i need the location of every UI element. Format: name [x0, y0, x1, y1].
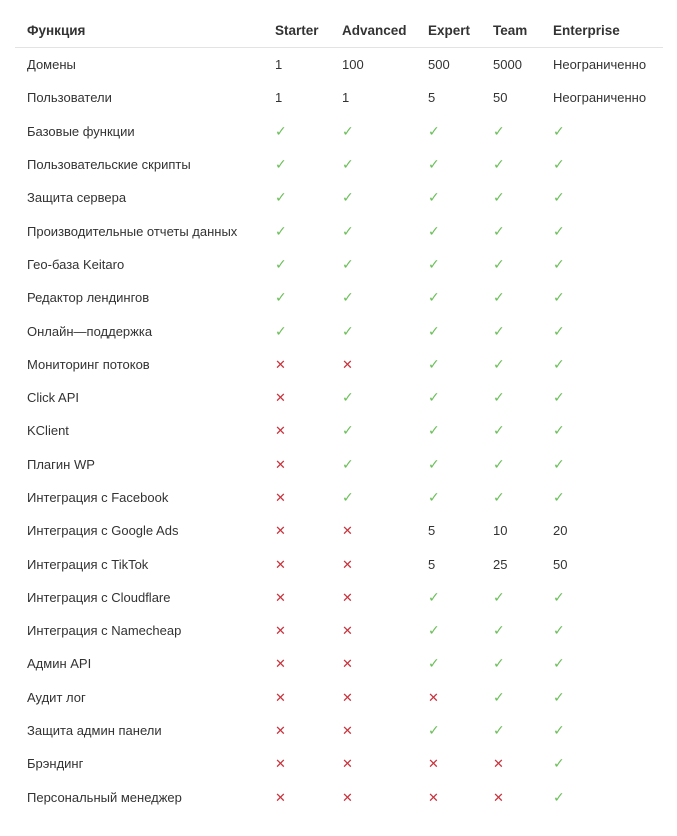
feature-name: KClient [27, 423, 69, 439]
cross-icon: ✕ [342, 756, 353, 772]
feature-name: Интеграция с Cloudflare [27, 589, 171, 605]
cell-enterprise [541, 581, 663, 614]
table-row [15, 481, 663, 514]
cell-expert [416, 148, 481, 181]
cell-starter [263, 481, 330, 514]
cross-icon: ✕ [275, 789, 286, 805]
plan-comparison-table [15, 14, 663, 814]
cell-expert [416, 181, 481, 214]
cell-team [481, 214, 541, 247]
check-icon: ✓ [493, 156, 505, 173]
cell-value: 5000 [493, 57, 522, 73]
cell-advanced [330, 681, 416, 714]
feature-name: Пользователи [27, 90, 112, 106]
cell-expert [416, 747, 481, 780]
cell-advanced [330, 514, 416, 547]
feature-name: Пользовательские скрипты [27, 157, 191, 173]
cell-enterprise [541, 647, 663, 680]
check-icon: ✓ [275, 122, 287, 139]
cell-advanced [330, 148, 416, 181]
check-icon: ✓ [553, 588, 565, 605]
check-icon: ✓ [428, 655, 440, 672]
cell-starter [263, 414, 330, 447]
cross-icon: ✕ [275, 723, 286, 739]
check-icon: ✓ [553, 355, 565, 372]
check-icon: ✓ [553, 622, 565, 639]
cell-team [481, 747, 541, 780]
check-icon: ✓ [342, 389, 354, 406]
cell-team [481, 781, 541, 814]
check-icon: ✓ [428, 156, 440, 173]
cell-advanced [330, 414, 416, 447]
cross-icon: ✕ [275, 456, 286, 472]
cell-team [481, 514, 541, 547]
feature-name: Базовые функции [27, 123, 135, 139]
cell-expert [416, 647, 481, 680]
cell-expert [416, 314, 481, 347]
table-row [15, 348, 663, 381]
cell-team [481, 481, 541, 514]
cell-team [481, 614, 541, 647]
check-icon: ✓ [342, 122, 354, 139]
cell-team [481, 314, 541, 347]
feature-name: Защита сервера [27, 190, 127, 206]
cell-starter [263, 381, 330, 414]
table-row [15, 614, 663, 647]
cell-team [481, 647, 541, 680]
check-icon: ✓ [493, 289, 505, 306]
cell-enterprise [541, 514, 663, 547]
feature-name: Редактор лендингов [27, 290, 150, 306]
cell-expert [416, 414, 481, 447]
cell-value: 10 [493, 523, 508, 539]
table-row [15, 414, 663, 447]
cell-enterprise [541, 81, 663, 114]
table-body [15, 48, 663, 814]
check-icon: ✓ [553, 322, 565, 339]
cell-expert [416, 481, 481, 514]
header-enterprise: Enterprise [541, 14, 663, 48]
check-icon: ✓ [428, 255, 440, 272]
cell-expert [416, 681, 481, 714]
cell-expert [416, 348, 481, 381]
cell-starter [263, 148, 330, 181]
cell-team [481, 81, 541, 114]
cell-starter [263, 747, 330, 780]
check-icon: ✓ [275, 156, 287, 173]
cell-enterprise [541, 681, 663, 714]
check-icon: ✓ [553, 289, 565, 306]
cell-enterprise [541, 714, 663, 747]
table-row [15, 115, 663, 148]
table-row [15, 81, 663, 114]
check-icon: ✓ [493, 688, 505, 705]
check-icon: ✓ [553, 489, 565, 505]
check-icon: ✓ [428, 222, 440, 239]
check-icon: ✓ [342, 255, 354, 272]
cell-advanced [330, 48, 416, 82]
cell-starter [263, 514, 330, 547]
cell-advanced [330, 348, 416, 381]
cell-value: Неограниченно [553, 57, 647, 73]
feature-name: Мониторинг потоков [27, 356, 150, 372]
cell-value: 100 [342, 57, 364, 73]
cross-icon: ✕ [342, 589, 353, 605]
cross-icon: ✕ [275, 423, 286, 439]
cell-value: 5 [428, 523, 436, 539]
cell-expert [416, 614, 481, 647]
check-icon: ✓ [493, 322, 505, 339]
cross-icon: ✕ [275, 523, 286, 539]
table-row [15, 181, 663, 214]
cell-value: 20 [553, 523, 568, 539]
header-starter: Starter [263, 14, 330, 48]
cell-expert [416, 115, 481, 148]
cross-icon: ✕ [275, 656, 286, 672]
check-icon: ✓ [342, 289, 354, 306]
check-icon: ✓ [428, 355, 440, 372]
check-icon: ✓ [428, 289, 440, 306]
table-row [15, 48, 663, 82]
cell-enterprise [541, 448, 663, 481]
check-icon: ✓ [275, 189, 287, 206]
cell-expert [416, 581, 481, 614]
cell-team [481, 348, 541, 381]
table-header [15, 14, 663, 48]
cell-value: Неограниченно [553, 90, 647, 106]
header-feature: Функция [15, 14, 263, 48]
cell-advanced [330, 647, 416, 680]
cell-value: 5 [428, 556, 436, 572]
table-row [15, 581, 663, 614]
table-row [15, 314, 663, 347]
check-icon: ✓ [553, 122, 565, 139]
table-row [15, 681, 663, 714]
cell-advanced [330, 281, 416, 314]
cross-icon: ✕ [342, 723, 353, 739]
cell-enterprise [541, 481, 663, 514]
cell-enterprise [541, 547, 663, 580]
feature-name: Производительные отчеты данных [27, 223, 238, 239]
check-icon: ✓ [342, 322, 354, 339]
cross-icon: ✕ [275, 589, 286, 605]
feature-name: Интеграция с TikTok [27, 556, 149, 572]
cell-enterprise [541, 348, 663, 381]
cell-starter [263, 681, 330, 714]
feature-name: Интеграция с Namecheap [27, 623, 182, 639]
check-icon: ✓ [493, 588, 505, 605]
cell-starter [263, 115, 330, 148]
cross-icon: ✕ [342, 523, 353, 539]
check-icon: ✓ [342, 455, 354, 472]
cell-advanced [330, 781, 416, 814]
table-row [15, 448, 663, 481]
cell-enterprise [541, 115, 663, 148]
table-row [15, 214, 663, 247]
cell-expert [416, 514, 481, 547]
cell-team [481, 381, 541, 414]
table-row [15, 714, 663, 747]
cell-team [481, 681, 541, 714]
cell-expert [416, 214, 481, 247]
cell-team [481, 48, 541, 82]
check-icon: ✓ [493, 489, 505, 505]
check-icon: ✓ [553, 688, 565, 705]
cell-enterprise [541, 747, 663, 780]
cell-advanced [330, 314, 416, 347]
check-icon: ✓ [553, 255, 565, 272]
cell-advanced [330, 181, 416, 214]
header-expert: Expert [416, 14, 481, 48]
check-icon: ✓ [428, 322, 440, 339]
feature-name: Онлайн—поддержка [27, 323, 153, 339]
check-icon: ✓ [493, 455, 505, 472]
feature-name: Гео-база Keitaro [27, 256, 125, 272]
cell-enterprise [541, 181, 663, 214]
feature-name: Click API [27, 390, 80, 406]
cell-starter [263, 281, 330, 314]
check-icon: ✓ [428, 122, 440, 139]
feature-name: Интеграция с Google Ads [27, 523, 179, 539]
cell-team [481, 148, 541, 181]
feature-name: Персональный менеджер [27, 789, 182, 805]
cell-expert [416, 781, 481, 814]
cross-icon: ✕ [342, 656, 353, 672]
cross-icon: ✕ [428, 689, 439, 705]
cross-icon: ✕ [493, 789, 504, 805]
cell-advanced [330, 381, 416, 414]
cell-team [481, 448, 541, 481]
plan-comparison-table-wrapper [15, 14, 663, 814]
check-icon: ✓ [428, 422, 440, 439]
table-row [15, 647, 663, 680]
check-icon: ✓ [428, 389, 440, 406]
check-icon: ✓ [342, 489, 354, 505]
check-icon: ✓ [493, 655, 505, 672]
cell-expert [416, 381, 481, 414]
cell-starter [263, 181, 330, 214]
cell-value: 50 [553, 556, 568, 572]
cell-starter [263, 614, 330, 647]
header-row [15, 14, 663, 48]
check-icon: ✓ [553, 389, 565, 406]
check-icon: ✓ [275, 222, 287, 239]
cell-expert [416, 48, 481, 82]
table-row [15, 248, 663, 281]
cell-starter [263, 48, 330, 82]
check-icon: ✓ [493, 422, 505, 439]
check-icon: ✓ [493, 255, 505, 272]
cell-enterprise [541, 381, 663, 414]
cell-advanced [330, 248, 416, 281]
cell-starter [263, 214, 330, 247]
table-row [15, 281, 663, 314]
cell-advanced [330, 115, 416, 148]
table-row [15, 747, 663, 780]
check-icon: ✓ [428, 455, 440, 472]
check-icon: ✓ [428, 189, 440, 206]
cell-starter [263, 714, 330, 747]
cell-enterprise [541, 614, 663, 647]
check-icon: ✓ [553, 156, 565, 173]
cross-icon: ✕ [342, 689, 353, 705]
check-icon: ✓ [553, 755, 565, 772]
cell-expert [416, 248, 481, 281]
cell-starter [263, 581, 330, 614]
cell-starter [263, 647, 330, 680]
feature-name: Интеграция с Facebook [27, 490, 169, 505]
cell-enterprise [541, 281, 663, 314]
cross-icon: ✕ [428, 789, 439, 805]
cell-team [481, 281, 541, 314]
check-icon: ✓ [342, 222, 354, 239]
cell-advanced [330, 614, 416, 647]
feature-name: Брэндинг [27, 756, 84, 772]
cell-advanced [330, 81, 416, 114]
feature-name: Админ API [27, 656, 92, 672]
table-row [15, 547, 663, 580]
check-icon: ✓ [553, 455, 565, 472]
cell-team [481, 547, 541, 580]
header-advanced: Advanced [330, 14, 416, 48]
feature-name: Защита админ панели [27, 723, 162, 739]
cell-enterprise [541, 314, 663, 347]
cross-icon: ✕ [342, 556, 353, 572]
check-icon: ✓ [553, 422, 565, 439]
cell-team [481, 115, 541, 148]
cell-advanced [330, 581, 416, 614]
cell-starter [263, 81, 330, 114]
cell-expert [416, 448, 481, 481]
check-icon: ✓ [428, 588, 440, 605]
check-icon: ✓ [428, 722, 440, 739]
check-icon: ✓ [493, 622, 505, 639]
cell-value: 500 [428, 57, 450, 73]
cell-value: 1 [275, 57, 283, 73]
cross-icon: ✕ [275, 756, 286, 772]
cell-expert [416, 281, 481, 314]
cross-icon: ✕ [342, 356, 353, 372]
cell-starter [263, 314, 330, 347]
check-icon: ✓ [553, 788, 565, 805]
feature-name: Плагин WP [27, 456, 95, 472]
cell-value: 50 [493, 90, 508, 106]
check-icon: ✓ [428, 489, 440, 505]
cell-enterprise [541, 414, 663, 447]
cell-expert [416, 81, 481, 114]
cross-icon: ✕ [275, 689, 286, 705]
cell-advanced [330, 448, 416, 481]
check-icon: ✓ [275, 289, 287, 306]
check-icon: ✓ [342, 422, 354, 439]
cell-team [481, 714, 541, 747]
cell-advanced [330, 481, 416, 514]
cell-value: 1 [275, 90, 283, 106]
cell-value: 1 [342, 90, 350, 106]
cross-icon: ✕ [342, 789, 353, 805]
check-icon: ✓ [553, 222, 565, 239]
cell-enterprise [541, 48, 663, 82]
cell-enterprise [541, 248, 663, 281]
check-icon: ✓ [493, 122, 505, 139]
check-icon: ✓ [342, 189, 354, 206]
check-icon: ✓ [553, 189, 565, 206]
cell-starter [263, 448, 330, 481]
check-icon: ✓ [553, 655, 565, 672]
check-icon: ✓ [342, 156, 354, 173]
cell-value: 25 [493, 556, 508, 572]
cross-icon: ✕ [493, 756, 504, 772]
check-icon: ✓ [275, 255, 287, 272]
cell-value: 5 [428, 90, 436, 106]
cross-icon: ✕ [275, 490, 286, 505]
cell-starter [263, 348, 330, 381]
feature-name: Аудит лог [27, 689, 86, 705]
cross-icon: ✕ [428, 756, 439, 772]
cell-starter [263, 781, 330, 814]
cell-team [481, 181, 541, 214]
table-row [15, 514, 663, 547]
cell-advanced [330, 714, 416, 747]
cross-icon: ✕ [275, 390, 286, 406]
cell-team [481, 248, 541, 281]
check-icon: ✓ [493, 189, 505, 206]
cell-team [481, 414, 541, 447]
table-row [15, 381, 663, 414]
cell-enterprise [541, 781, 663, 814]
check-icon: ✓ [428, 622, 440, 639]
check-icon: ✓ [493, 389, 505, 406]
cell-starter [263, 547, 330, 580]
cross-icon: ✕ [342, 623, 353, 639]
cell-advanced [330, 747, 416, 780]
feature-name: Домены [27, 57, 76, 73]
check-icon: ✓ [493, 722, 505, 739]
table-row [15, 148, 663, 181]
check-icon: ✓ [275, 322, 287, 339]
cell-enterprise [541, 214, 663, 247]
cross-icon: ✕ [275, 356, 286, 372]
header-team: Team [481, 14, 541, 48]
cross-icon: ✕ [275, 623, 286, 639]
table-row [15, 781, 663, 814]
cell-expert [416, 714, 481, 747]
cell-team [481, 581, 541, 614]
check-icon: ✓ [493, 355, 505, 372]
cell-advanced [330, 214, 416, 247]
cell-starter [263, 248, 330, 281]
cell-expert [416, 547, 481, 580]
cell-advanced [330, 547, 416, 580]
cross-icon: ✕ [275, 556, 286, 572]
check-icon: ✓ [493, 222, 505, 239]
check-icon: ✓ [553, 722, 565, 739]
cell-enterprise [541, 148, 663, 181]
